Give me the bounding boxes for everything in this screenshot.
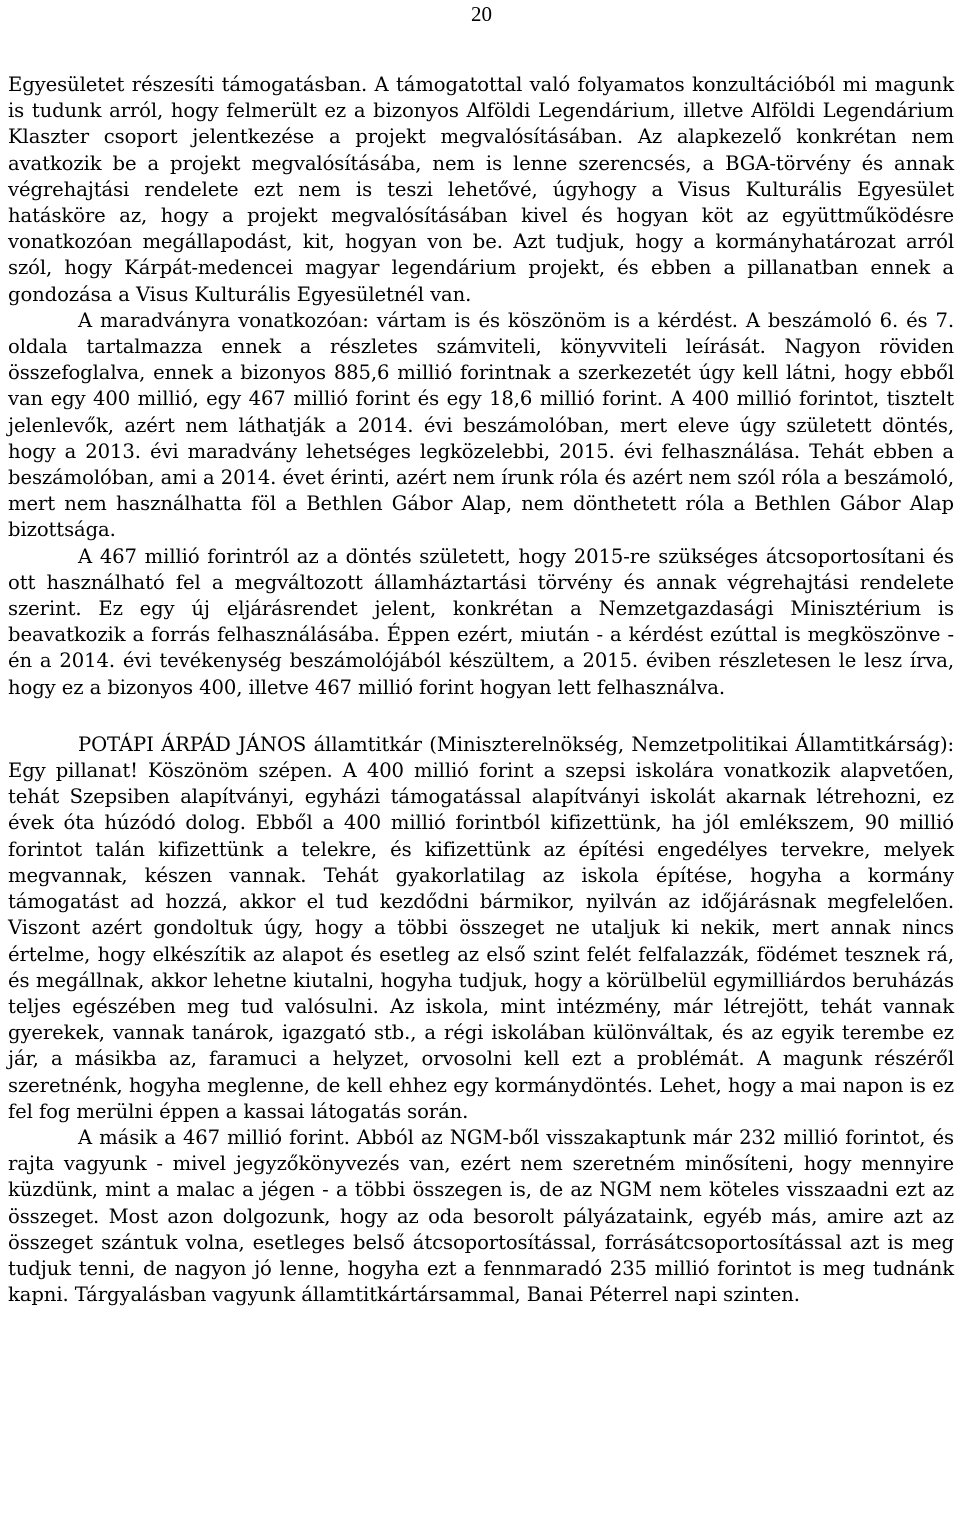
paragraph-467-million: A 467 millió forintról az a döntés született, hogy 2015-re szükséges átcsoportosítani és ott használható fel a megváltozott államháztartási törvény és annak végrehajtási rendelete szerint. Ez egy új eljárásrendet jelent, konkrétan a Nemzetgazdasági Minisztérium is beavatkozik a forrás felhasználásába. Éppen ezért, miután - a kérdést ezúttal is megköszönve - én a 2014. évi tevékenység beszámolójából készültem, a 2015. éviben részletesen le lesz írva, hogy ez a bizonyos 400, illetve 467 millió forint hogyan lett felhasználva. [8,544,954,699]
page-number: 20 [471,2,492,26]
paragraph-continuation: Egyesületet részesíti támogatásban. A támogatottal való folyamatos konzultációból mi magunk is tudunk arról, hogy felmerült ez a bizonyos Alföldi Legendárium, illetve Alföldi Legendárium Klaszter csoport jelentkezése a projekt megvalósításában. Az alapkezelő konkrétan nem avatkozik be a projekt megvalósításába, nem is lenne szerencsés, a BGA-törvény és annak végrehajtási rendelete ezt nem is teszi lehetővé, úgyhogy a Visus Kulturális Egyesület hatásköre az, hogy a projekt megvalósításában kivel és hogyan köt az együttműködésre vonatkozóan megállapodást, kit, hogyan von be. Azt tudjuk, hogy a kormányhatározat arról szól, hogy Kárpát-medencei magyar legendárium projekt, és ebben a pillanatban ennek a gondozása a Visus Kulturális Egyesületnél van. [8,73,954,306]
paragraph-gap [8,701,954,732]
paragraph-speaker-potapi: POTÁPI ÁRPÁD JÁNOS államtitkár (Miniszterelnökség, Nemzetpolitikai Államtitkárság): Egy pillanat! Köszönöm szépen. A 400 millió forint a szepsi iskolára vonatkozik alapvetően, tehát Szepsiben alapítványi, egyházi támogatással alapítványi iskolát akarnak létrehozni, ez évek óta húzódó dolog. Ebből a 400 millió forintból kifizettünk, ha jól emlékszem, 90 millió forintot talán kifizettünk a telekre, és kifizettünk az építési engedélyes tervekre, melyek megvannak, készen vannak. Tehát gyakorlatilag az iskola építése, hogyha a kormány támogatást ad hozzá, akkor el tud kezdődni bármikor, nyilván az időjárásnak megfelelően. Viszont azért gondoltuk úgy, hogy a többi összeget ne utaljuk ki nekik, mert annak nincs értelme, hogy elkészítik az alapot és esetleg az első szint felét felfalazzák, födémet tesznek rá, és megállnak, akkor lehetne kiutalni, hogyha tudjuk, hogy a körülbelül egymilliárdos beruházás teljes egészében meg tud valósulni. Az iskola, mint intézmény, már létrejött, tehát vannak gyerekek, vannak tanárok, igazgató stb., a régi iskolában különváltak, és az egyik terembe ez jár, a másikba az, faramuci a helyzet, orvosolni kell ezt a problémát. A magunk részéről szeretnénk, hogyha meglenne, de kell ehhez egy kormánydöntés. Lehet, hogy a mai napon is ez fel fog merülni éppen a kassai látogatás során. [8,732,954,1123]
paragraph-other-467-million: A másik a 467 millió forint. Abból az NGM-ből visszakaptunk már 232 millió forintot, és rajta vagyunk - mivel jegyzőkönyvezés van, ezért nem szeretném minősíteni, hogy mennyire küzdünk, mint a malac a jégen - a többi összegen is, de az NGM nem köteles visszaadni ezt az összeget. Most azon dolgozunk, hogy az oda besorolt pályázataink, egyéb más, amire azt az összeget szántuk volna, esetleges belső átcsoportosítással, forrásátcsoportosítással azt is meg tudjuk tenni, de nagyon jó lenne, hogyha ezt a fennmaradó 235 millió forintot is meg tudnánk kapni. Tárgyalásban vagyunk államtitkártársammal, Banai Péterrel napi szinten. [8,1125,954,1307]
document-body [8,72,954,1308]
paragraph-remainder: A maradványra vonatkozóan: vártam is és köszönöm is a kérdést. A beszámoló 6. és 7. oldala tartalmazza ennek a részletes számviteli, könyvviteli leírását. Nagyon röviden összefoglalva, ennek a bizonyos 885,6 millió forintnak a szerkezetét úgy kell látni, hogy ebből van egy 400 millió, egy 467 millió forint és egy 18,6 millió forint. A 400 millió forintot, tisztelt jelenlevők, azért nem láthatják a 2014. évi beszámolóban, mert eleve úgy született döntés, hogy a 2013. évi maradvány lehetséges legközelebbi, 2015. évi felhasználása. Tehát ebben a beszámolóban, ami a 2014. évet érinti, azért nem írunk róla és azért nem szól róla a beszámoló, mert nem használhatta föl a Bethlen Gábor Alap, nem dönthetett róla a Bethlen Gábor Alap bizottsága. [8,308,954,542]
